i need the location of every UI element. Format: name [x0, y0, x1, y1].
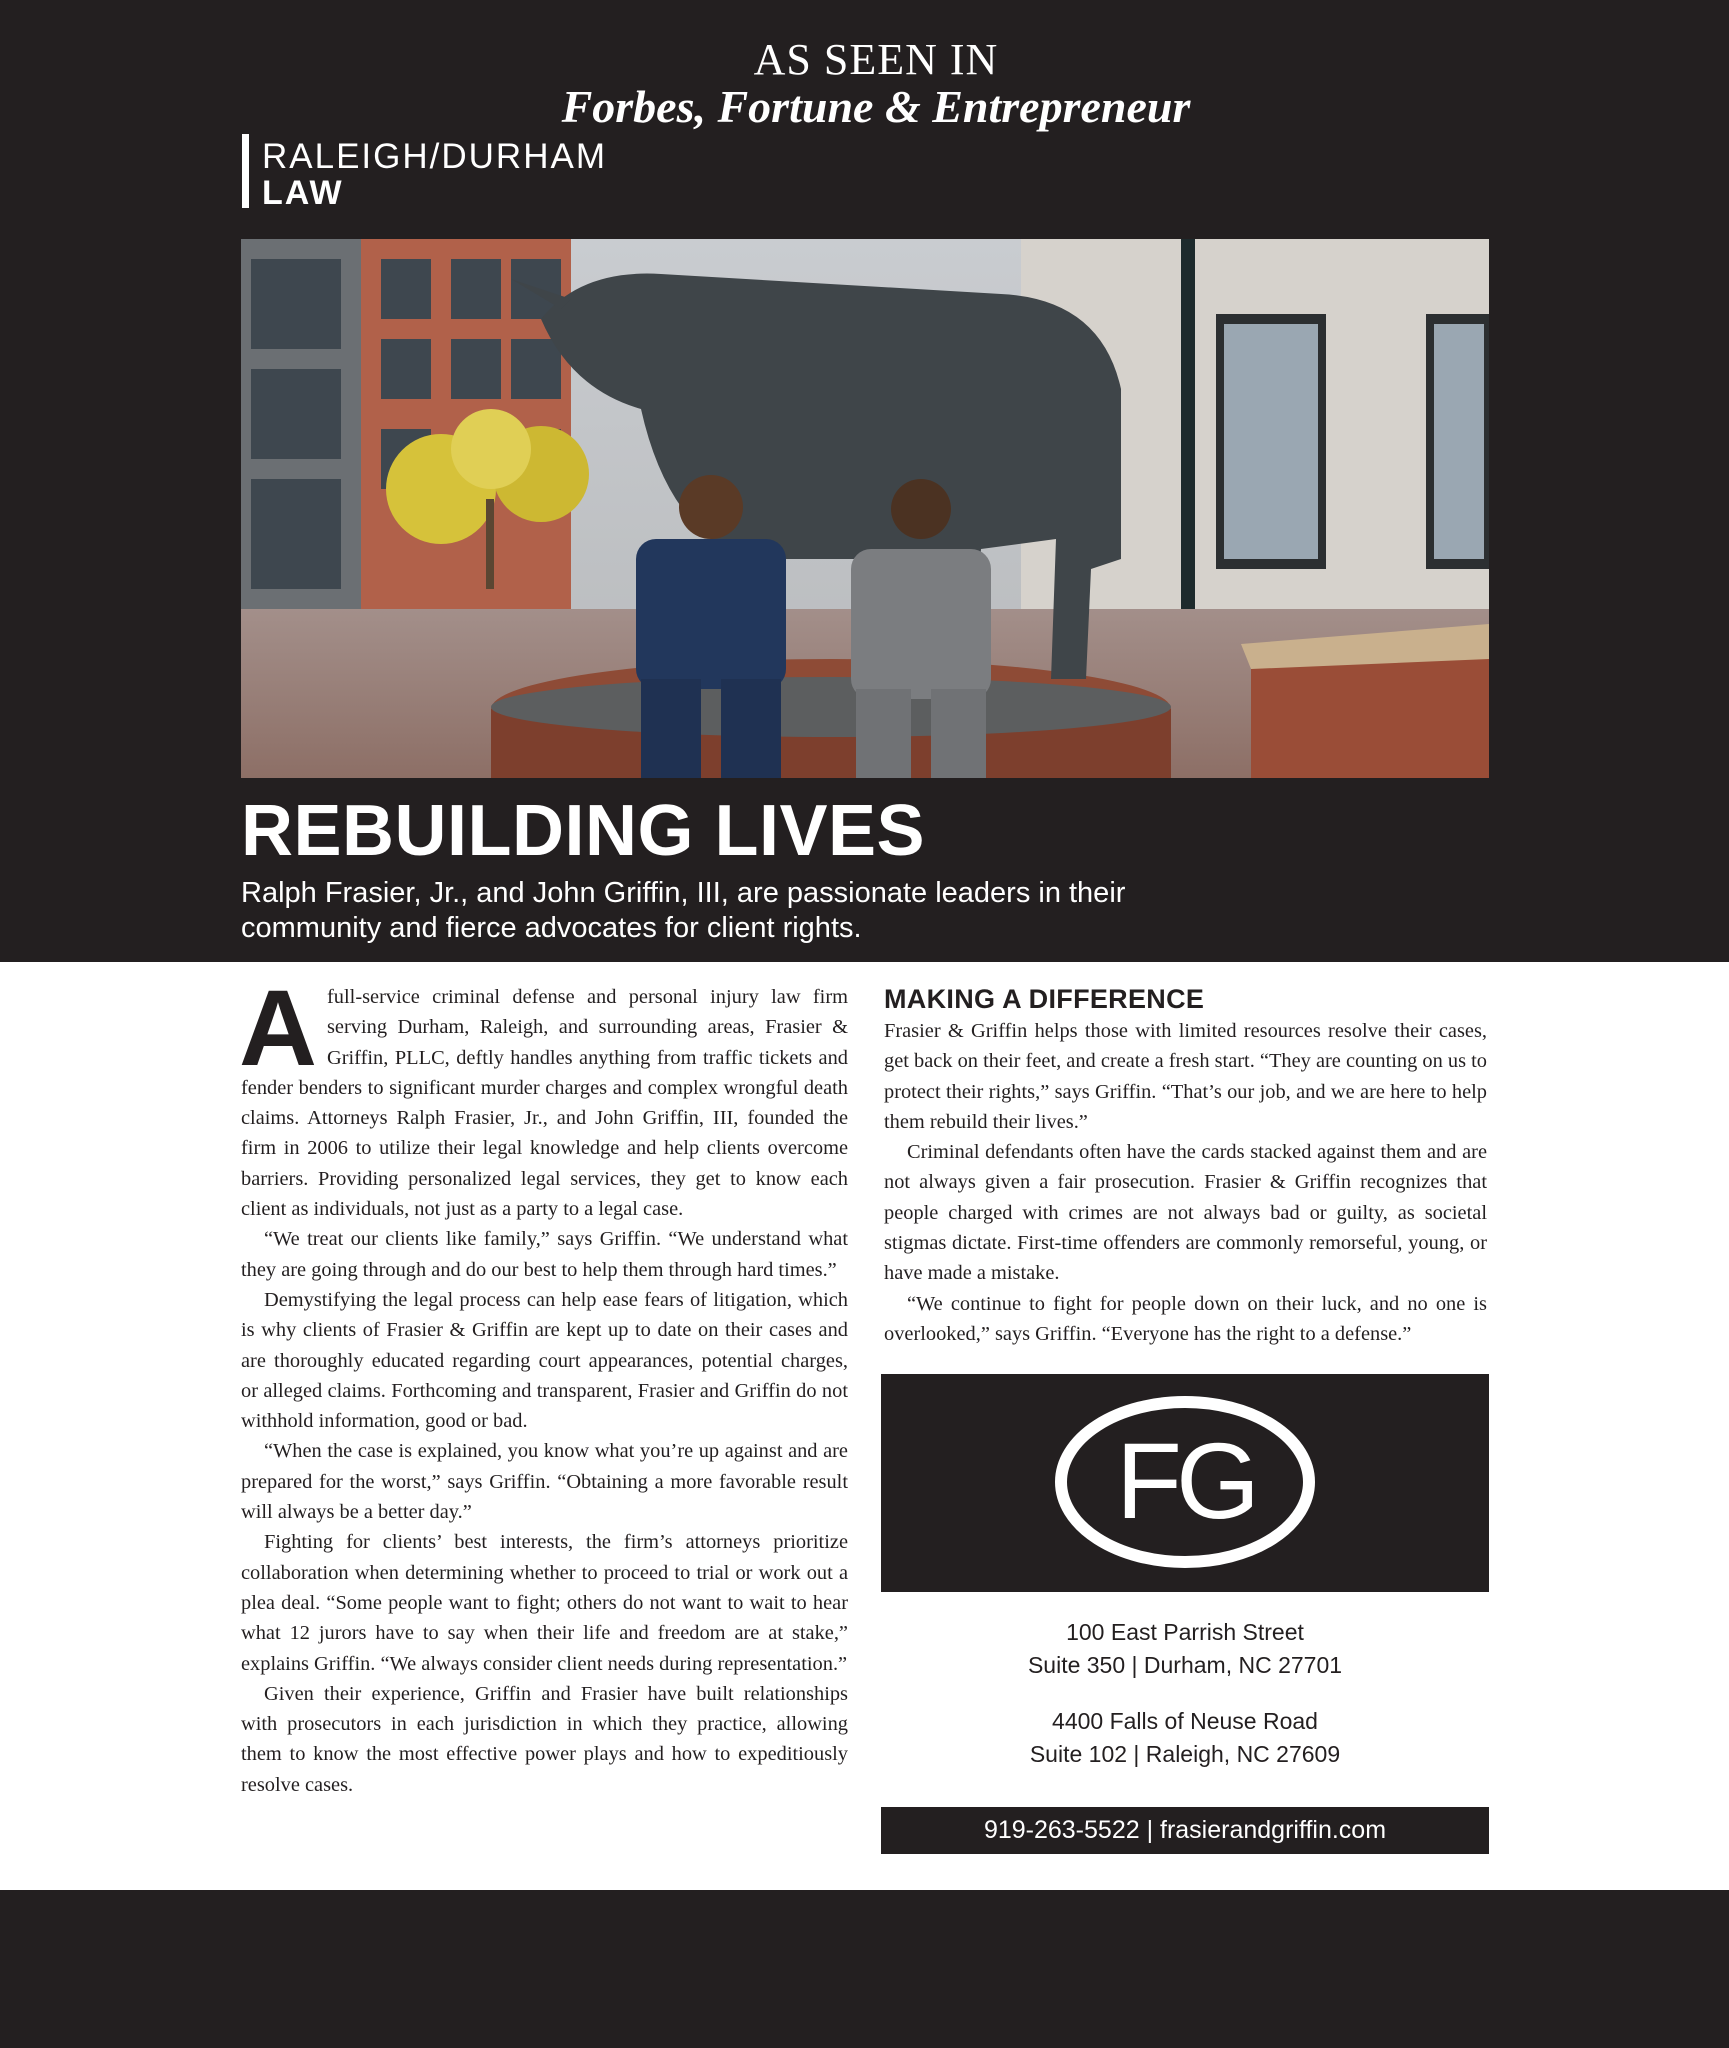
photo-illustration	[241, 239, 1489, 778]
deck-subtitle: Ralph Frasier, Jr., and John Griffin, III, are passionate leaders in their community and fierce advocates for client rights.	[241, 877, 1126, 944]
drop-cap: A	[239, 967, 317, 1088]
section-heading: MAKING A DIFFERENCE	[884, 984, 1205, 1014]
article-paragraph: Demystifying the legal process can help ease fears of litigation, which is why clients of Frasier & Griffin are kept up to date on their cases and are thoroughly educated regarding court appearances, potential charges, or alleged claims. Forthcoming and transparent, Frasier and Griffin do not withhold information, good or bad.	[241, 1288, 848, 1433]
contact-bar: 919-263-5522 | frasierandgriffin.com	[881, 1807, 1489, 1854]
footer-band	[0, 1890, 1729, 2048]
office-address-raleigh	[881, 1705, 1489, 1771]
office-street: 4400 Falls of Neuse Road	[1052, 1708, 1318, 1734]
article-paragraph: “When the case is explained, you know what you’re up against and are prepared for the worst,” says Griffin. “Obtaining a more favorable result will always be a better day.”	[241, 1440, 848, 1524]
article-paragraph: Criminal defendants often have the cards stacked against them and are not always given a fair prosecution. Frasier & Griffin recognizes that people charged with crimes are not always bad or guilty, as societal stigmas dictate. First-time offenders are commonly remorseful, young, or have made a mistake.	[884, 1141, 1487, 1285]
article-column-right	[884, 1016, 1487, 1349]
logo-letters: FG	[1116, 1420, 1254, 1541]
attorneys-photo	[241, 239, 1489, 778]
office-street: 100 East Parrish Street	[1066, 1619, 1304, 1645]
office-suite-city: Suite 350 | Durham, NC 27701	[1027, 1652, 1343, 1678]
masthead-line-1: RALEIGH/DURHAM	[262, 137, 607, 176]
firm-logo-panel	[881, 1374, 1489, 1592]
headline: REBUILDING LIVES	[241, 791, 926, 871]
publications-label: Forbes, Fortune & Entrepreneur	[561, 81, 1191, 132]
article-paragraph: Frasier & Griffin helps those with limited resources resolve their cases, get back on their feet, and create a fresh start. “They are counting on us to protect their rights,” says Griffin. “That’s our job, and we are here to help them rebuild their lives.”	[884, 1020, 1487, 1133]
article-paragraph: Given their experience, Griffin and Frasier have built relationships with prosecutors in each jurisdiction in which they practice, allowing them to know the most effective power plays and how to expeditiously resolve cases.	[241, 1682, 848, 1796]
as-seen-in-label: AS SEEN IN	[753, 35, 999, 84]
office-address-durham	[881, 1616, 1489, 1682]
article-paragraph: “We treat our clients like family,” says Griffin. “We understand what they are going through and do our best to help them through hard times.”	[241, 1228, 848, 1281]
article-paragraph	[239, 967, 848, 1224]
masthead-line-2: LAW	[262, 174, 344, 212]
office-suite-city: Suite 102 | Raleigh, NC 27609	[1029, 1741, 1341, 1767]
paragraph-text: full-service criminal defense and personal injury law firm serving Durham, Raleigh, and surrounding areas, Frasier & Griffin, PLLC, deftly handles anything from traffic tickets and fender benders to significant murder charges and complex wrongful death claims. Attorneys Ralph Frasier, Jr., and John Griffin, III, founded the firm in 2006 to utilize their legal knowledge and help clients overcome barriers. Providing personalized legal services, they get to know each client as individuals, not just as a party to a legal case.	[241, 986, 848, 1221]
masthead	[242, 134, 607, 212]
article-column-left	[239, 967, 848, 1800]
fg-logo	[1051, 1394, 1319, 1570]
article-paragraph: Fighting for clients’ best interests, the firm’s attorneys prioritize collaboration when determining whether to proceed to trial or work out a plea deal. “Some people want to fight; others do not want to wait to hear what 12 jurors have to say when their life and freedom are at stake,” explains Griffin. “We always consider client needs during representation.”	[241, 1531, 848, 1675]
article-paragraph: “We continue to fight for people down on their luck, and no one is overlooked,” says Griffin. “Everyone has the right to a defense.”	[884, 1292, 1487, 1345]
